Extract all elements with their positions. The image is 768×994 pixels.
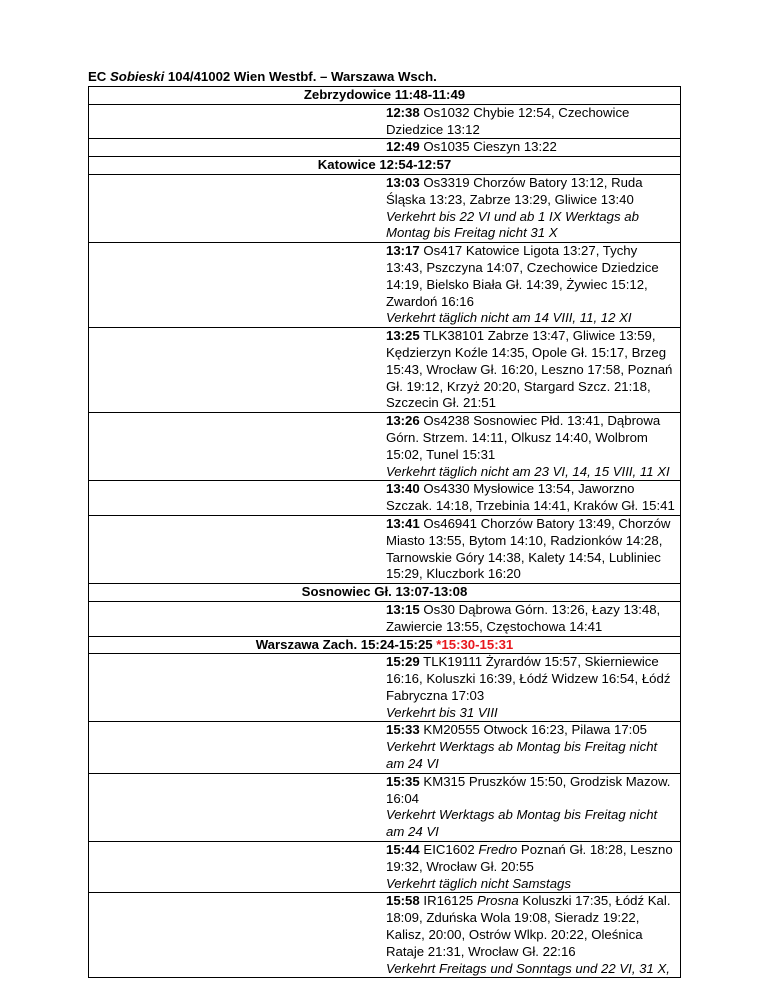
table-row (89, 893, 681, 978)
train-name: Sobieski (110, 69, 165, 84)
connection-cell (89, 722, 681, 773)
table-row (89, 104, 681, 139)
service-note: Verkehrt bis 22 VI und ab 1 IX Werktags ab Montag bis Freitag nicht 31 X (386, 208, 639, 241)
service-note: Verkehrt Werktags ab Montag bis Freitag nicht am 24 VI (386, 807, 658, 840)
connection-stops: Os46941 Chorzów Batory 13:49, Chorzów Miasto 13:55, Bytom 14:10, Radzionków 14:28, Tarnowskie Góry 14:38, Kalety 14:54, Lubliniec 15:29, Kluczbork 16:20 (386, 515, 671, 582)
station-text: Zebrzydowice 11:48-11:49 (303, 87, 466, 102)
connection-cell (89, 842, 681, 893)
station-cell (89, 157, 681, 175)
table-row (89, 722, 681, 773)
table-row (89, 842, 681, 893)
connection-stops: KM315 Pruszków 15:50, Grodzisk Mazow. 16:04 (386, 773, 671, 806)
connection-cell (89, 893, 681, 978)
station-row (89, 87, 681, 105)
table-row (89, 174, 681, 242)
departure-time: 15:35 (386, 773, 420, 789)
connection-cell (89, 601, 681, 636)
service-note: Verkehrt Werktags ab Montag bis Freitag nicht am 24 VI (386, 739, 658, 772)
table-row (89, 243, 681, 328)
station-row (89, 157, 681, 175)
station-row (89, 584, 681, 602)
station-text: Katowice 12:54-12:57 (317, 157, 452, 173)
service-note: Verkehrt Freitags und Sonntags und 22 VI, 31 X, (386, 960, 670, 976)
delay-time: *15:30-15:31 (436, 636, 514, 652)
table-row (89, 139, 681, 157)
train-route: 104/41002 Wien Westbf. – Warszawa Wsch. (167, 69, 437, 84)
connection-cell (89, 413, 681, 481)
service-note: Verkehrt täglich nicht Samstags (386, 875, 571, 891)
service-note: Verkehrt täglich nicht am 14 VIII, 11, 12 XI (386, 310, 632, 326)
connection-cell (89, 773, 681, 841)
service-note: Verkehrt bis 31 VIII (386, 704, 498, 720)
connections-table (88, 86, 681, 978)
connection-stops: Os1032 Chybie 12:54, Czechowice Dziedzice 13:12 (386, 104, 630, 137)
service-note: Verkehrt täglich nicht am 23 VI, 14, 15 VIII, 11 XI (386, 463, 670, 479)
connection-stops: TLK19111 Żyrardów 15:57, Skierniewice 16:16, Koluszki 16:39, Łódź Widzew 16:54, Łódź Fabryczna 17:03 (386, 654, 671, 703)
departure-time: 13:26 (386, 413, 420, 429)
document-title (88, 69, 437, 84)
connection-cell (89, 174, 681, 242)
connection-stops: TLK38101 Zabrze 13:47, Gliwice 13:59, Kędzierzyn Koźle 14:35, Opole Gł. 15:17, Brzeg 15:43, Wrocław Gł. 16:20, Leszno 17:58, Poznań Gł. 19:12, Krzyż 20:20, Stargard Szcz. 21:18, Szczecin Gł. 21:51 (386, 328, 673, 411)
connection-stops: Os4330 Mysłowice 13:54, Jaworzno Szczak. 14:18, Trzebinia 14:41, Kraków Gł. 15:41 (386, 481, 675, 514)
connection-stops: Os4238 Sosnowiec Płd. 13:41, Dąbrowa Górn. Strzem. 14:11, Olkusz 14:40, Wolbrom 15:02, Tunel 15:31 (386, 413, 661, 462)
departure-time: 12:49 (386, 139, 420, 155)
station-cell (89, 87, 681, 105)
connection-cell (89, 515, 681, 583)
departure-time: 15:58 (386, 893, 420, 909)
departure-time: 13:40 (386, 481, 420, 497)
connection-cell (89, 139, 681, 157)
train-name: Fredro (478, 842, 518, 858)
connection-cell (89, 481, 681, 516)
connection-stops: Os417 Katowice Ligota 13:27, Tychy 13:43, Pszczyna 14:07, Czechowice Dziedzice 14:19, Bielsko Biała Gł. 14:39, Żywiec 15:12, Zwardoń 16:16 (386, 243, 659, 309)
table-row (89, 601, 681, 636)
connection-cell (89, 328, 681, 413)
table-row (89, 654, 681, 722)
departure-time: 12:38 (386, 104, 420, 120)
table-row (89, 773, 681, 841)
connection-cell (89, 104, 681, 139)
connection-stops: Koluszki 17:35, Łódź Kal. 18:09, Zduńska Wola 19:08, Sieradz 19:22, Kalisz, 20:00, Ostrów Wlkp. 20:22, Oleśnica Rataje 21:31, Wrocław Gł. 22:16 (386, 893, 671, 959)
departure-time: 13:17 (386, 243, 420, 259)
connection-stops: Os30 Dąbrowa Górn. 13:26, Łazy 13:48, Zawiercie 13:55, Częstochowa 14:41 (386, 601, 661, 634)
departure-time: 13:03 (386, 174, 420, 190)
table-row (89, 481, 681, 516)
train-number: EIC1602 (423, 842, 475, 858)
connection-stops: Poznań Gł. 18:28, Leszno 19:32, Wrocław Gł. 20:55 (386, 842, 673, 874)
station-text: Warszawa Zach. 15:24-15:25 (255, 636, 437, 652)
connection-stops: Os3319 Chorzów Batory 13:12, Ruda Śląska 13:23, Zabrze 13:29, Gliwice 13:40 (386, 174, 643, 207)
connection-cell (89, 243, 681, 328)
station-cell (89, 584, 681, 602)
departure-time: 13:25 (386, 328, 420, 344)
table-row (89, 328, 681, 413)
table-row (89, 413, 681, 481)
station-cell (89, 636, 681, 654)
train-number: IR16125 (423, 893, 474, 909)
departure-time: 15:29 (386, 654, 420, 670)
connection-cell (89, 654, 681, 722)
departure-time: 13:15 (386, 601, 420, 617)
train-prefix: EC (88, 69, 107, 84)
departure-time: 15:33 (386, 722, 420, 738)
departure-time: 13:41 (386, 515, 420, 531)
station-text: Sosnowiec Gł. 13:07-13:08 (301, 584, 468, 600)
train-name: Prosna (476, 893, 519, 909)
connection-stops: KM20555 Otwock 16:23, Pilawa 17:05 (423, 722, 647, 738)
departure-time: 15:44 (386, 842, 420, 858)
table-row (89, 515, 681, 583)
connection-stops: Os1035 Cieszyn 13:22 (423, 139, 557, 155)
station-row (89, 636, 681, 654)
